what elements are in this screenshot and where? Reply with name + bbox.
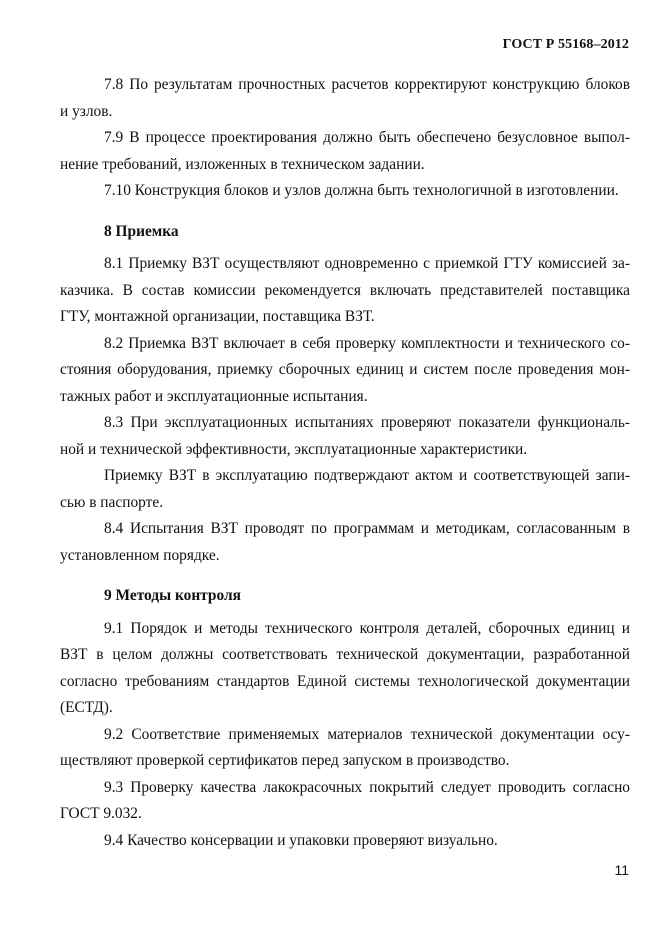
text-line: 8.4 Испытания ВЗТ проводят по программам и методикам, согласованным в xyxy=(104,520,630,537)
section-heading-9: 9 Методы контроля xyxy=(104,587,241,604)
text-line: ной и технической эффективности, эксплуатационные характеристики. xyxy=(60,440,528,458)
paragraph-8-4 xyxy=(0,516,661,569)
text-line: казчика. В состав комиссии рекомендуется включать представителей поставщика xyxy=(60,281,630,299)
document-body xyxy=(0,72,661,854)
paragraph-8-1 xyxy=(0,251,661,331)
paragraph-7-8 xyxy=(0,72,661,125)
text-line: нение требований, изложенных в техническом задании. xyxy=(60,155,425,173)
text-line: (ЕСТД). xyxy=(60,699,113,716)
document-number: ГОСТ Р 55168–2012 xyxy=(502,37,629,52)
text-line: ВЗТ в целом должны соответствовать технической документации, разработанной xyxy=(60,646,630,663)
text-line: сью в паспорте. xyxy=(60,493,164,511)
section-heading-8: 8 Приемка xyxy=(104,222,179,240)
text-line: согласно требованиям стандартов Единой системы технологической документации xyxy=(60,672,630,690)
text-line: 8.1 Приемку ВЗТ осуществляют одновременно с приемкой ГТУ комиссией за- xyxy=(104,255,630,272)
text-line: Приемку ВЗТ в эксплуатацию подтверждают актом и соответствующей запи- xyxy=(104,467,630,484)
text-line: ГТУ, монтажной организации, поставщика ВЗТ. xyxy=(60,308,375,325)
text-line: 7.8 По результатам прочностных расчетов корректируют конструкцию блоков xyxy=(104,76,630,93)
text-line: 9.2 Соответствие применяемых материалов технической документации осу- xyxy=(104,725,630,743)
text-line: 8.2 Приемка ВЗТ включает в себя проверку комплектности и технического со- xyxy=(104,334,630,352)
text-line: 7.9 В процессе проектирования должно быть обеспечено безусловное выпол- xyxy=(104,129,630,146)
paragraph-9-2 xyxy=(0,722,661,775)
text-line: тажных работ и эксплуатационные испытания. xyxy=(60,387,368,405)
paragraph-8-2 xyxy=(0,331,661,411)
paragraph-9-3 xyxy=(0,775,661,828)
text-line: 8.3 При эксплуатационных испытаниях проверяют показатели функциональ- xyxy=(104,414,630,431)
text-line: и узлов. xyxy=(60,102,113,120)
paragraph-8-3-acceptance xyxy=(0,463,661,516)
paragraph-9-4 xyxy=(0,828,661,855)
page-number: 11 xyxy=(614,862,629,878)
text-line: 9.4 Качество консервации и упаковки проверяют визуально. xyxy=(104,831,498,849)
text-line: 9.3 Проверку качества лакокрасочных покрытий следует проводить согласно xyxy=(104,778,630,796)
text-line: 9.1 Порядок и методы технического контроля деталей, сборочных единиц и xyxy=(104,619,630,637)
text-line: установленном порядке. xyxy=(60,546,220,564)
text-line: ществляют проверкой сертификатов перед запуском в производство. xyxy=(60,752,510,769)
paragraph-7-9 xyxy=(0,125,661,178)
paragraph-8-3 xyxy=(0,410,661,463)
paragraph-7-10 xyxy=(0,178,661,205)
paragraph-9-1 xyxy=(0,616,661,722)
text-line: 7.10 Конструкция блоков и узлов должна быть технологичной в изготовлении. xyxy=(104,182,619,199)
text-line: стояния оборудования, приемку сборочных единиц и систем после проведения мон- xyxy=(60,361,630,378)
text-line: ГОСТ 9.032. xyxy=(60,805,142,822)
